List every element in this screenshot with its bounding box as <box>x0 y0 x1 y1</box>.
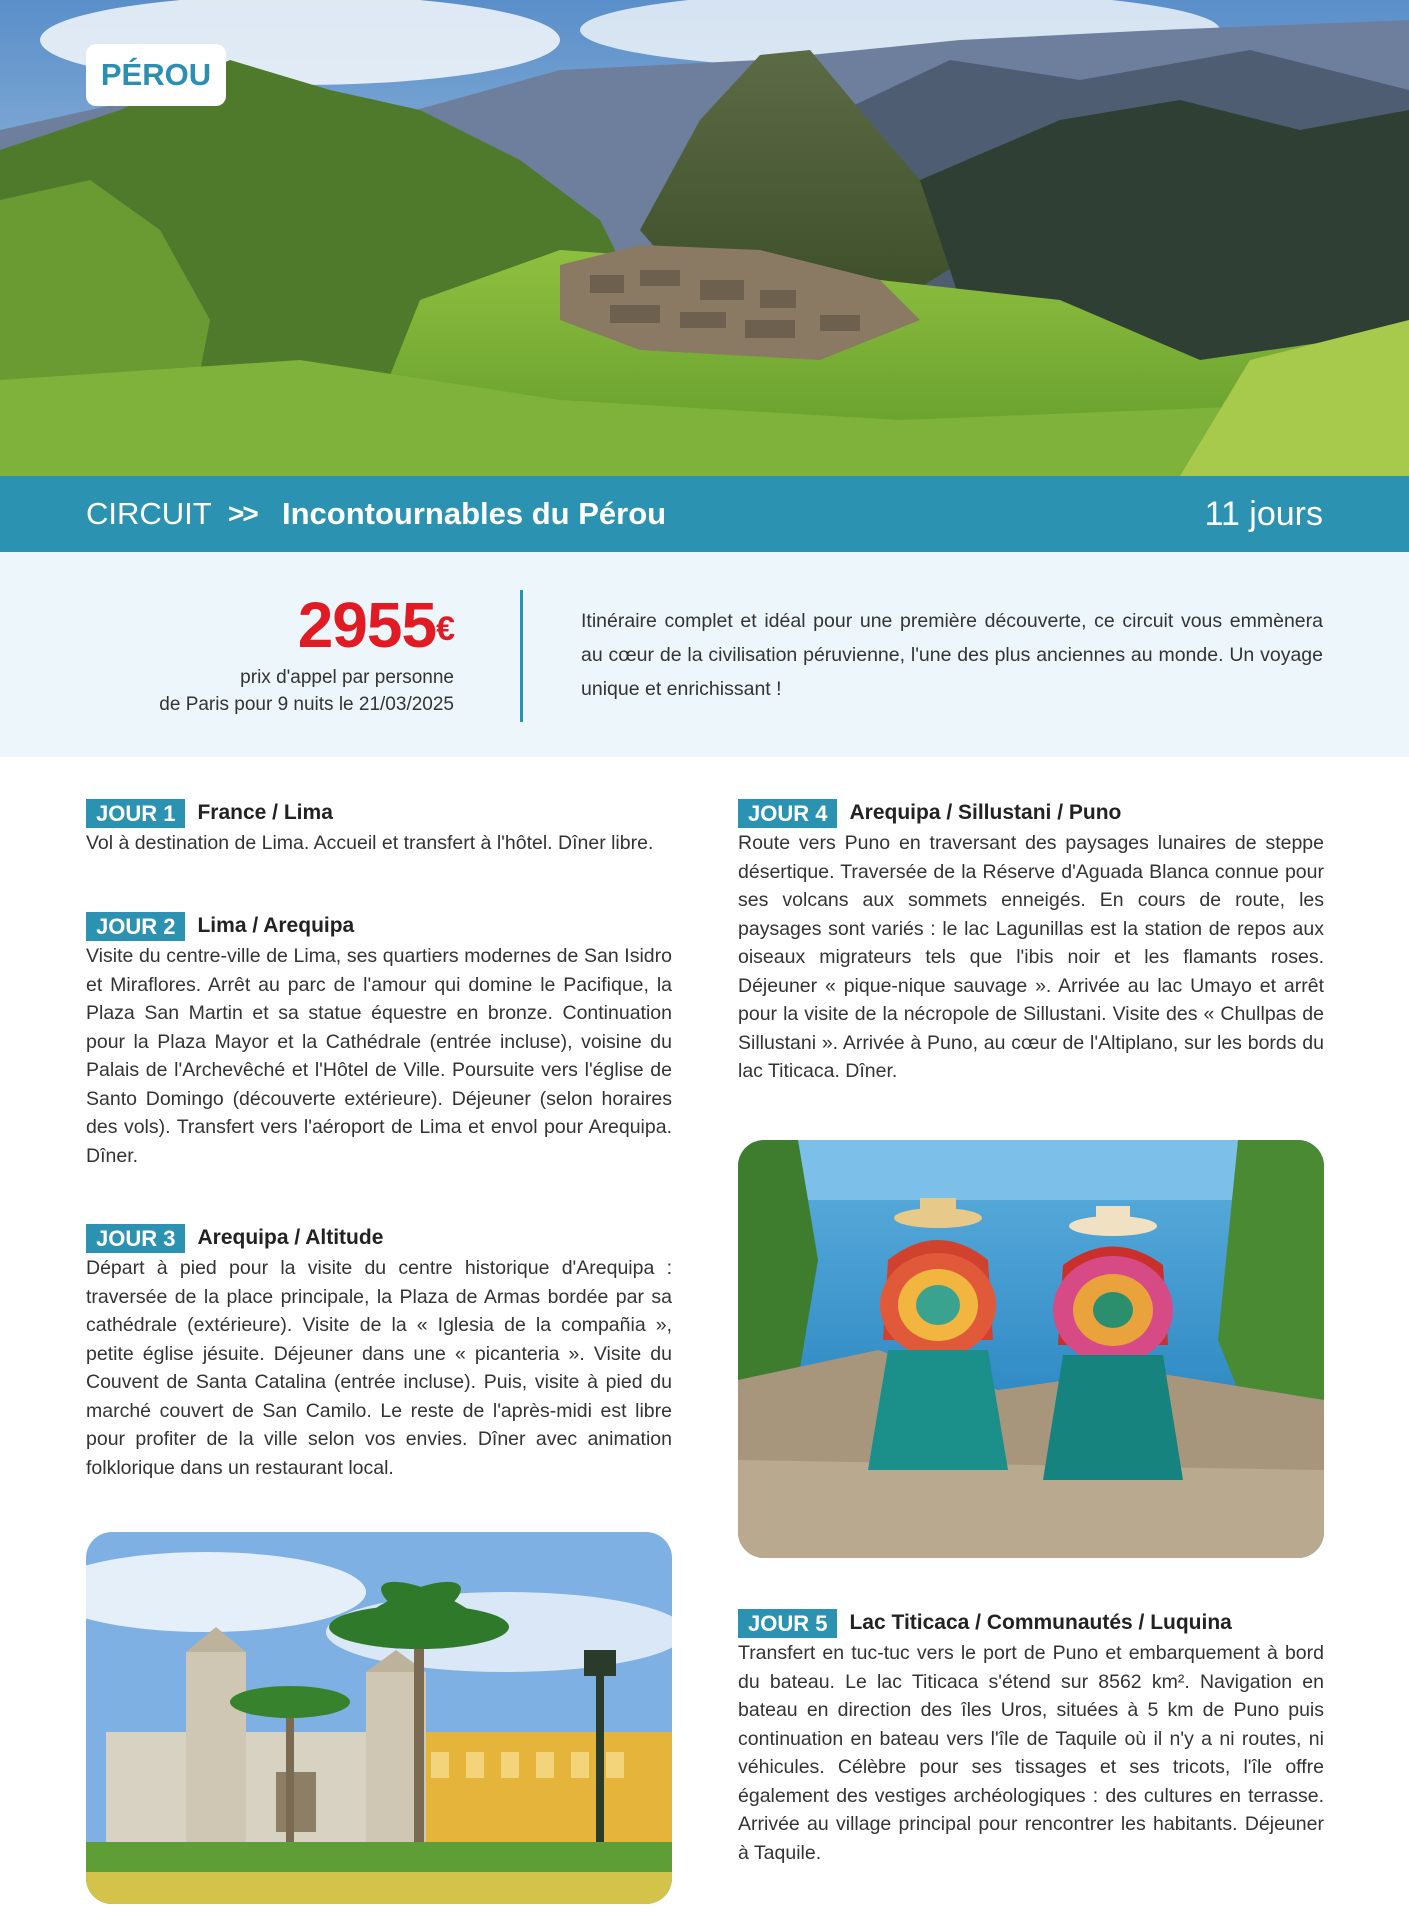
day-badge: JOUR 4 <box>738 799 837 828</box>
circuit-title: Incontournables du Pérou <box>282 496 667 531</box>
day-section <box>86 1223 672 1482</box>
titicaca-women-photo <box>738 1140 1324 1558</box>
price <box>298 590 454 660</box>
price-band <box>0 552 1409 757</box>
day-section <box>86 798 672 858</box>
circuit-title-bar <box>0 476 1409 552</box>
price-currency: € <box>436 610 454 648</box>
day-badge: JOUR 5 <box>738 1609 837 1638</box>
divider <box>520 590 523 722</box>
day-section <box>738 798 1324 1086</box>
lima-cathedral-photo <box>86 1532 672 1904</box>
day-badge: JOUR 3 <box>86 1224 185 1253</box>
day-title: Lac Titicaca / Communautés / Luquina <box>849 1611 1232 1634</box>
price-amount: 2955 <box>297 589 437 661</box>
day-title: Arequipa / Sillustani / Puno <box>849 801 1122 824</box>
day-description: Route vers Puno en traversant des paysages lunaires de steppe désertique. Traversée de la Réserve d'Aguada Blanca connue pour ses volcans aux sommets enneigés. En cours de route, les paysages sont variés : le lac Lagunillas est la station de repos aux oiseaux migrateurs tels que l'ibis noir et les flamants roses. Déjeuner « pique-nique sauvage ». Arrivée au lac Umayo et arrêt pour la visite de la nécropole de Sillustani. Visite des « Chullpas de Sillustani ». Arrivée à Puno, au cœur de l'Altiplano, sur les bords du lac Titicaca. Dîner. <box>738 832 1324 1082</box>
day-section <box>86 911 672 1170</box>
day-section <box>738 1608 1324 1867</box>
day-badge: JOUR 2 <box>86 912 185 941</box>
circuit-label: CIRCUIT <box>86 496 212 531</box>
day-badge: JOUR 1 <box>86 799 185 828</box>
price-note <box>94 664 454 718</box>
day-title: Lima / Arequipa <box>197 914 355 937</box>
price-note-line2: de Paris pour 9 nuits le 21/03/2025 <box>159 694 454 715</box>
day-description: Transfert en tuc-tuc vers le port de Puno et embarquement à bord du bateau. Le lac Titicaca s'étend sur 8562 km². Navigation en bateau en direction des îles Uros, situées à 5 km de Puno puis continuation en bateau vers l'île de Taquile où il n'y a ni routes, ni véhicules. Célèbre pour ses tissages et ses tricots, l'île offre également des vestiges archéologiques : des cultures en terrasse. Arrivée au village principal pour rencontrer les habitants. Déjeuner à Taquile. <box>738 1642 1324 1864</box>
day-description: Vol à destination de Lima. Accueil et transfert à l'hôtel. Dîner libre. <box>86 832 654 854</box>
chevrons-right-icon: >> <box>228 498 257 529</box>
day-description: Départ à pied pour la visite du centre historique d'Arequipa : traversée de la place principale, la Plaza de Armas bordée par sa cathédrale (extérieure). Visite de la « Iglesia de la compañia », petite église jésuite. Déjeuner dans une « picanteria ». Visite du Couvent de Santa Catalina (entrée incluse). Puis, visite à pied du marché couvert de San Camilo. Le reste de l'après-midi est libre pour profiter de la ville selon vos envies. Dîner avec animation folklorique dans un restaurant local. <box>86 1257 672 1479</box>
hero-machu-picchu-photo <box>0 0 1409 476</box>
price-note-line1: prix d'appel par personne <box>240 667 454 688</box>
day-title: Arequipa / Altitude <box>197 1226 384 1249</box>
day-title: France / Lima <box>197 801 333 824</box>
country-badge: PÉROU <box>86 44 226 106</box>
day-description: Visite du centre-ville de Lima, ses quartiers modernes de San Isidro et Miraflores. Arrêt au parc de l'amour qui domine le Pacifique, la Plaza San Martin et sa statue équestre en bronze. Continuation pour la Plaza Mayor et la Cathédrale (entrée incluse), voisine du Palais de l'Archevêché et l'Hôtel de Ville. Poursuite vers l'église de Santo Domingo (découverte extérieure). Déjeuner (selon horaires des vols). Transfert vers l'aéroport de Lima et envol pour Arequipa. Dîner. <box>86 945 672 1167</box>
intro-text: Itinéraire complet et idéal pour une première découverte, ce circuit vous emmènera au cœur de la civilisation péruvienne, l'une des plus anciennes au monde. Un voyage unique et enrichissant ! <box>581 610 1323 700</box>
circuit-duration: 11 jours <box>1204 495 1323 533</box>
